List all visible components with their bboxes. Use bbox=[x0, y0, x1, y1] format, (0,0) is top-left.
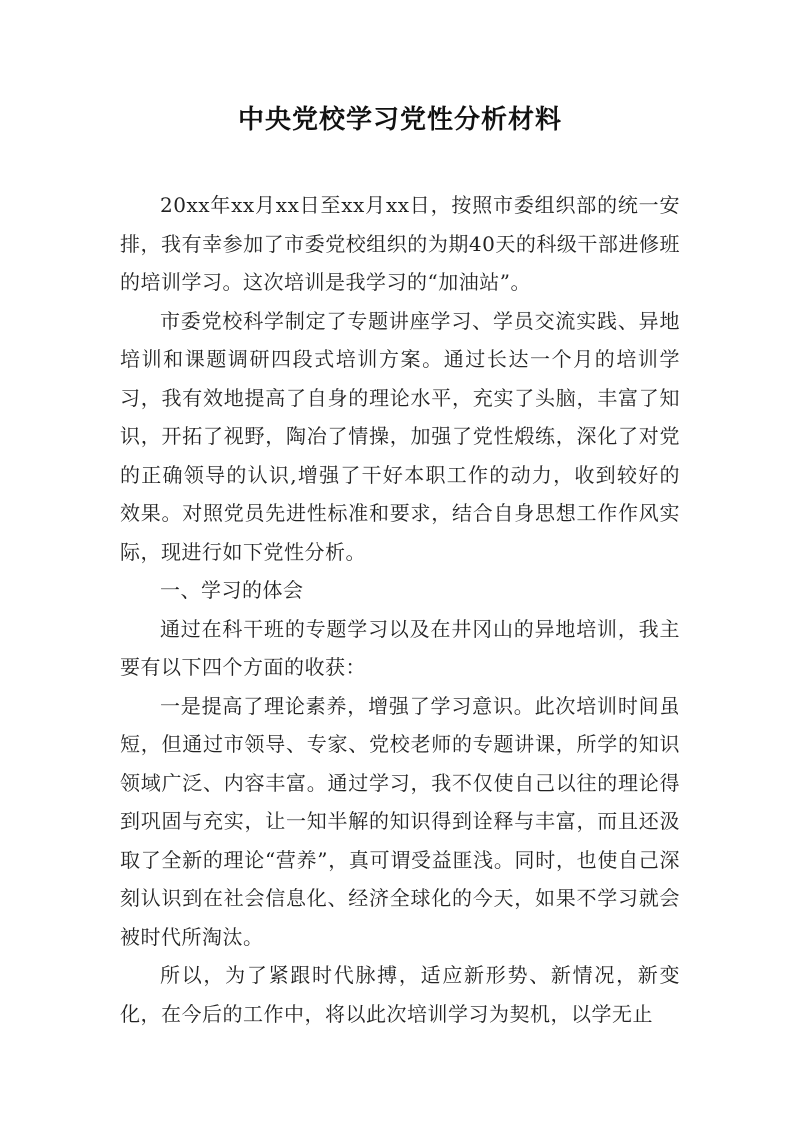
paragraph-intro: 20xx年xx月xx日至xx月xx日，按照市委组织部的统一安排，我有幸参加了市委党校组织的为期40天的科级干部进修班的培训学习。这次培训是我学习的“加油站”。 bbox=[120, 193, 680, 294]
paragraph-training-plan: 市委党校科学制定了专题讲座学习、学员交流实践、异地培训和课题调研四段式培训方案。通过长达一个月的培训学习，我有效地提高了自身的理论水平，充实了头脑，丰富了知识，开拓了视野，陶冶了情操，加强了党性煅练，深化了对党的正确领导的认识,增强了干好本职工作的动力，收到较好的效果。对照党员先进性标准和要求，结合自身思想工作作风实际，现进行如下党性分析。 bbox=[120, 308, 680, 564]
paragraph-continuation: 所以，为了紧跟时代脉搏，适应新形势、新情况，新变化，在今后的工作中，将以此次培训学习为契机，以学无止 bbox=[120, 963, 680, 1026]
paragraph-gain-one: 一是提高了理论素养，增强了学习意识。此次培训时间虽短，但通过市领导、专家、党校老师的专题讲课，所学的知识领域广泛、内容丰富。通过学习，我不仅使自己以往的理论得到巩固与充实，让一知半解的知识得到诠释与丰富，而且还汲取了全新的理论“营养”，真可谓受益匪浅。同时，也使自己深刻认识到在社会信息化、经济全球化的今天，如果不学习就会被时代所淘汰。 bbox=[120, 693, 680, 949]
paragraph-gains-intro: 通过在科干班的专题学习以及在井冈山的异地培训，我主要有以下四个方面的收获： bbox=[120, 616, 680, 679]
section-heading-learning-experience: 一、学习的体会 bbox=[160, 578, 304, 602]
document-title: 中央党校学习党性分析材料 bbox=[237, 105, 562, 135]
document-body bbox=[120, 186, 680, 1033]
